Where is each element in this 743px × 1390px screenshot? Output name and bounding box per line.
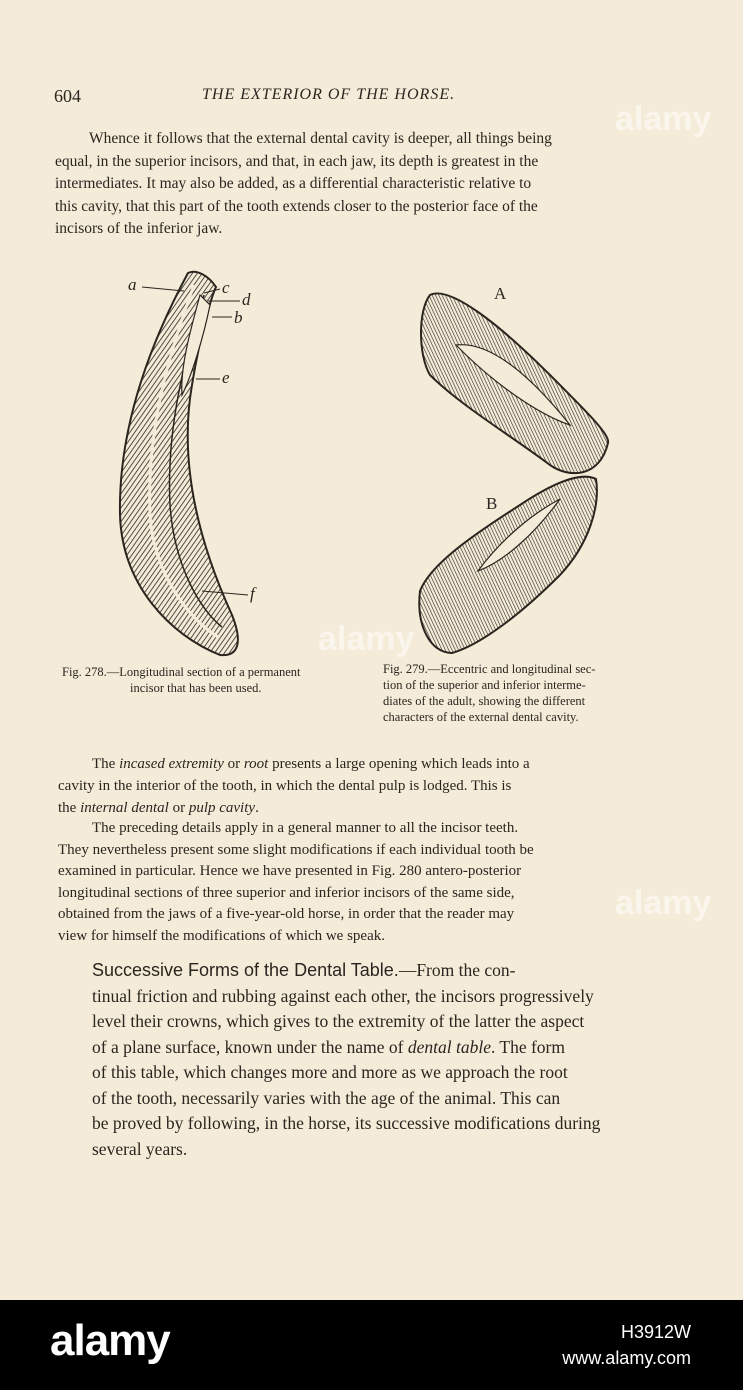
text-line: cavity in the interior of the tooth, in which the dental pulp is lodged. This is: [58, 778, 512, 794]
text-run: The: [92, 756, 120, 772]
label-A: A: [494, 284, 507, 303]
text-run: or: [168, 800, 189, 816]
label-f: f: [250, 584, 255, 603]
italic-term: internal dental: [80, 800, 169, 816]
section-heading: Successive Forms of the Dental Table.: [92, 960, 399, 980]
text-line: longitudinal sections of three superior and inferior incisors of the same side,: [58, 884, 515, 901]
text-run: .: [255, 800, 259, 816]
label-e: e: [222, 368, 230, 387]
section-paragraph: [92, 958, 672, 1162]
fig278-tooth-drawing: [120, 272, 238, 655]
text-run: of a plane surface, known under the name of: [92, 1036, 408, 1057]
paragraph: [58, 818, 673, 947]
text-line: intermediates. It may also be added, as a differential characteristic relative to: [55, 175, 532, 192]
text-line: several years.: [92, 1138, 188, 1159]
paragraph: [55, 128, 670, 241]
label-b: b: [234, 308, 243, 327]
caption-line: diates of the adult, showing the different: [383, 694, 586, 708]
text-run: the: [58, 800, 81, 816]
fig279-tooth-A-drawing: [421, 293, 608, 473]
text-run: or: [223, 756, 244, 772]
image-id: H3912W: [620, 1322, 691, 1342]
text-line: examined in particular. Hence we have presented in Fig. 280 antero-posterior: [58, 863, 522, 879]
watermark: alamy: [318, 620, 415, 658]
page-number: 604: [54, 86, 81, 106]
text-line: obtained from the jaws of a five-year-old horse, in order that the reader may: [58, 906, 515, 922]
caption-line: Fig. 278.—Longitudinal section of a permanent: [62, 665, 301, 679]
figures-illustration: [100, 265, 640, 660]
text-line: view for himself the modifications of which we speak.: [58, 927, 385, 944]
text-line: [58, 797, 673, 819]
label-B: B: [486, 494, 498, 513]
text-line: [92, 958, 672, 984]
text-line: Whence it follows that the external dental cavity is deeper, all things being: [89, 130, 552, 147]
text-run: . The form: [490, 1036, 566, 1057]
text-run: —From the con-: [398, 960, 516, 980]
paragraph: [58, 753, 673, 819]
text-line: [92, 1035, 672, 1061]
italic-term: root: [243, 756, 269, 772]
caption-line: Fig. 279.—Eccentric and longitudinal sec-: [383, 662, 596, 676]
label-a: a: [128, 275, 137, 294]
italic-term: pulp cavity: [188, 800, 256, 816]
caption-line: tion of the superior and inferior interme-: [383, 678, 586, 692]
fig279-tooth-B-drawing: [419, 477, 597, 653]
text-line: level their crowns, which gives to the extremity of the latter the aspect: [92, 1011, 585, 1031]
text-line: of the tooth, necessarily varies with the age of the animal. This can: [92, 1087, 561, 1108]
text-line: tinual friction and rubbing against each other, the incisors progressively: [92, 985, 594, 1006]
text-line: of this table, which changes more and more as we approach the root: [92, 1062, 568, 1082]
text-run: presents a large opening which leads into a: [268, 756, 530, 772]
watermark: alamy: [615, 100, 712, 138]
alamy-logo[interactable]: alamy: [50, 1316, 170, 1365]
text-line: [58, 753, 673, 775]
text-line: They nevertheless present some slight modifications if each individual tooth be: [58, 841, 534, 858]
text-line: this cavity, that this part of the tooth extends closer to the posterior face of the: [55, 197, 538, 215]
running-title: THE EXTERIOR OF THE HORSE.: [202, 86, 456, 103]
label-d: d: [242, 290, 251, 309]
text-line: be proved by following, in the horse, its successive modifications during: [92, 1113, 601, 1133]
italic-term: incased extremity: [119, 756, 224, 772]
caption-line: characters of the external dental cavity.: [383, 710, 579, 724]
figure-278-caption: [62, 664, 372, 696]
label-c: c: [222, 278, 230, 297]
caption-line: incisor that has been used.: [130, 681, 262, 695]
watermark: alamy: [615, 884, 712, 922]
figure-279-caption: [383, 661, 683, 725]
text-line: The preceding details apply in a general manner to all the incisor teeth.: [92, 820, 519, 836]
text-line: equal, in the superior incisors, and that, in each jaw, its depth is greatest in the: [55, 152, 539, 170]
site-url-link[interactable]: www.alamy.com: [562, 1348, 691, 1368]
running-head: [54, 86, 694, 110]
text-line: incisors of the inferior jaw.: [55, 220, 223, 237]
italic-term: dental table: [407, 1036, 491, 1057]
